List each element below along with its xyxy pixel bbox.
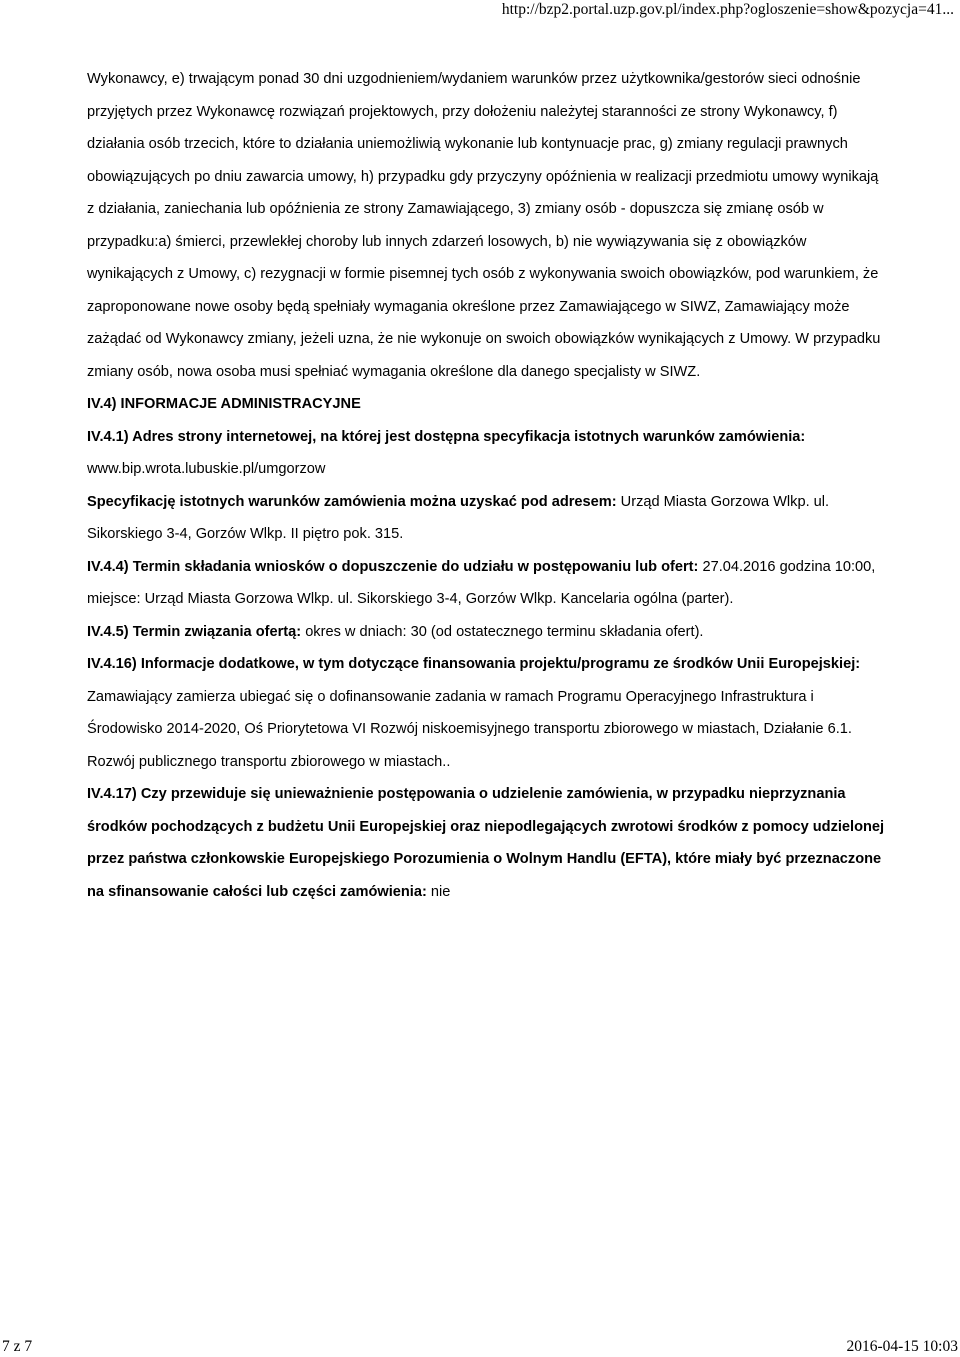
section-iv416 <box>87 648 887 778</box>
iv45-value: okres w dniach: 30 (od ostatecznego terminu składania ofert). <box>305 623 704 640</box>
siwz-value: Urząd Miasta Gorzowa Wlkp. ul. Sikorskiego 3-4, Gorzów Wlkp. II piętro pok. 315. <box>87 493 830 542</box>
section-iv44 <box>87 551 887 616</box>
iv41-label: IV.4.1) Adres strony internetowej, na której jest dostępna specyfikacja istotnych warunków zamówienia: <box>87 428 806 445</box>
section-iv417 <box>87 778 887 908</box>
section-iv45 <box>87 616 887 649</box>
section-heading-text: IV.4) INFORMACJE ADMINISTRACYJNE <box>87 396 361 412</box>
iv41-website: www.bip.wrota.lubuskie.pl/umgorzow <box>87 461 326 477</box>
section-heading-administrative <box>87 388 887 421</box>
siwz-label: Specyfikację istotnych warunków zamówienia można uzyskać pod adresem: <box>87 493 617 510</box>
iv417-value: nie <box>430 883 451 900</box>
print-datetime: 2016-04-15 10:03 <box>846 1338 958 1355</box>
section-iv41 <box>87 421 887 454</box>
page-number: 7 z 7 <box>2 1338 33 1355</box>
iv44-label: IV.4.4) Termin składania wniosków o dopuszczenie do udziału w postępowaniu lub ofert: <box>87 558 699 575</box>
iv416-value: Zamawiający zamierza ubiegać się o dofinansowanie zadania w ramach Programu Operacyjnego Infrastruktura i Środowisko 2014-2020, Oś Priorytetowa VI Rozwój niskoemisyjnego transportu zbiorowego w miastach, Działanie 6.1. Rozwój publicznego transportu zbiorowego w miastach.. <box>87 688 852 770</box>
iv416-label: IV.4.16) Informacje dodatkowe, w tym dotyczące finansowania projektu/programu ze środków Unii Europejskiej: <box>87 656 861 672</box>
document-body <box>87 63 887 908</box>
iv417-label: IV.4.17) Czy przewiduje się unieważnienie postępowania o udzielenie zamówienia, w przypadku nieprzyznania środków pochodzących z budżetu Unii Europejskiej oraz niepodlegających zwrotowi środków z pomocy udzielonej przez państwa członkowskie Europejskiego Porozumienia o Wolnym Handlu (EFTA), które miały być przeznaczone na sfinansowanie całości lub części zamówienia: <box>87 786 885 900</box>
iv44-value: 27.04.2016 godzina 10:00, miejsce: Urząd Miasta Gorzowa Wlkp. ul. Sikorskiego 3-4, Gorzów Wlkp. Kancelaria ogólna (parter). <box>87 558 876 607</box>
paragraph-contract-changes: Wykonawcy, e) trwającym ponad 30 dni uzgodnieniem/wydaniem warunków przez użytkownika/gestorów sieci odnośnie przyjętych przez Wykonawcę rozwiązań projektowych, przy dołożeniu należytej staranności ze strony Wykonawcy, f) działania osób trzecich, które to działania uniemożliwią wykonanie lub kontynuacje prac, g) zmiany regulacji prawnych obowiązujących po dniu zawarcia umowy, h) przypadku gdy przyczyny opóźnienia w realizacji przedmiotu umowy wynikają z działania, zaniechania lub opóźnienia ze strony Zamawiającego, 3) zmiany osób - dopuszcza się zmianę osób w przypadku:a) śmierci, przewlekłej choroby lub innych zdarzeń losowych, b) nie wywiązywania się z obowiązków wynikających z Umowy, c) rezygnacji w formie pisemnej tych osób z wykonywania swoich obowiązków, pod warunkiem, że zaproponowane nowe osoby będą spełniały wymagania określone przez Zamawiającego w SIWZ, Zamawiający może zażądać od Wykonawcy zmiany, jeżeli uzna, że nie wykonuje on swoich obowiązków wynikających z Umowy. W przypadku zmiany osób, nowa osoba musi spełniać wymagania określone dla danego specjalisty w SIWZ. <box>87 71 881 380</box>
section-siwz-address <box>87 486 887 551</box>
page-url-header: http://bzp2.portal.uzp.gov.pl/index.php?ogloszenie=show&pozycja=41... <box>501 1 954 18</box>
iv45-label: IV.4.5) Termin związania ofertą: <box>87 623 302 640</box>
